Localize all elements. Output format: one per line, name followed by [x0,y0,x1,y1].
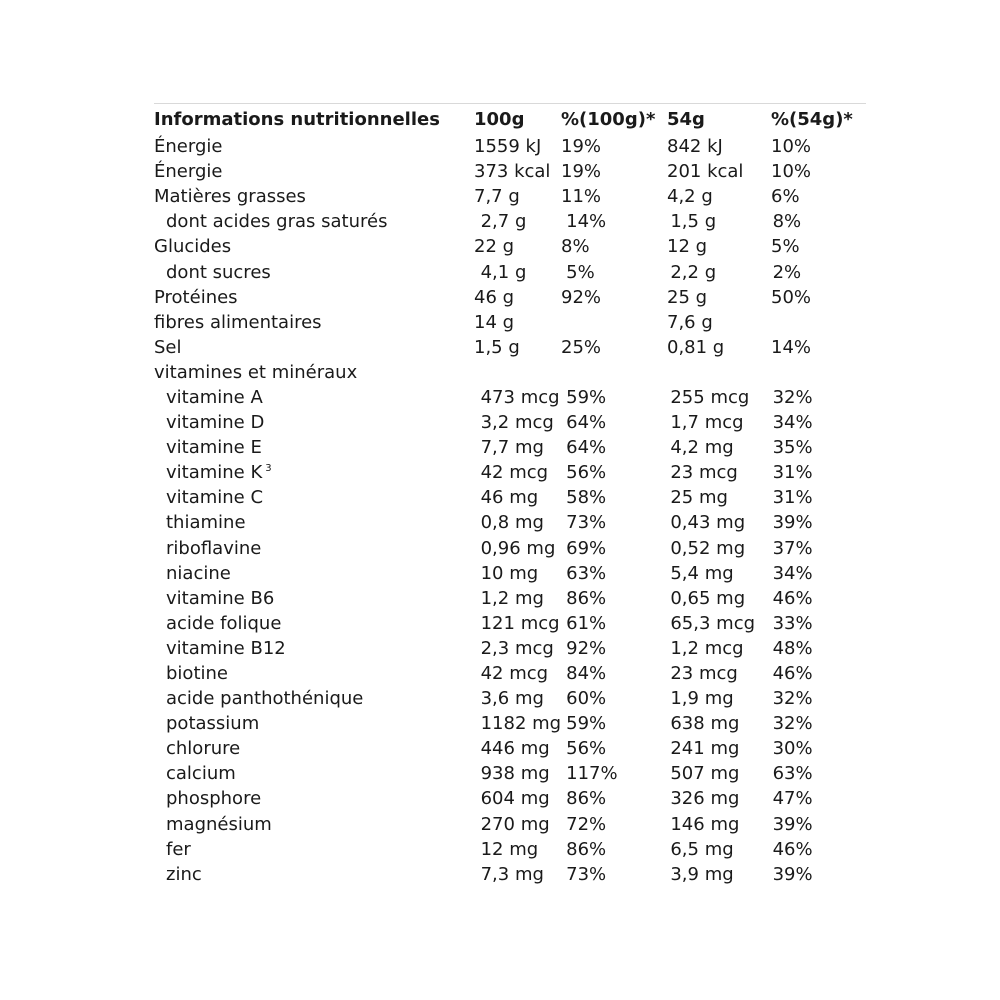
value-per-100g: 7,7 mg [480,437,544,459]
pct-per-100g: 59% [566,713,607,735]
value-per-100g: 7,3 mg [480,863,544,885]
pct-per-100g: 117% [566,763,618,785]
table-body [154,134,866,887]
nutrient-label: dont acides gras saturés [166,211,388,233]
table-row [154,159,866,184]
nutrient-label: biotine [166,663,228,685]
pct-per-100g: 92% [566,637,607,659]
pct-per-54g: 47% [772,788,813,810]
nutrient-label: vitamine E [166,437,262,459]
pct-per-54g: 39% [772,813,813,835]
nutrient-label: acide folique [166,612,282,634]
value-per-100g: 270 mg [480,813,550,835]
pct-per-54g: 46% [772,663,813,685]
nutrient-name [154,462,481,483]
nutrient-label: vitamine D [166,412,265,434]
value-per-100g: 1,5 g [474,336,520,358]
value-per-100g: 473 mcg [480,386,560,408]
value-per-100g: 12 mg [480,838,539,860]
value-per-54g: 0,81 g [667,336,725,358]
value-per-54g: 507 mg [670,763,740,785]
table-row [154,636,866,661]
pct-per-54g: 14% [771,336,812,358]
pct-per-54g: 32% [772,713,813,735]
table-row [154,686,866,711]
value-per-100g: 0,8 mg [480,512,544,534]
header-pct-100g: %(100g)* [561,108,656,130]
value-per-54g: 0,43 mg [670,512,746,534]
pct-per-54g: 35% [772,437,813,459]
pct-per-100g: 25% [561,336,602,358]
table-row [154,410,866,435]
nutrient-name [154,287,474,308]
table-row [154,209,866,234]
pct-per-100g: 86% [566,587,607,609]
nutrient-label: Matières grasses [154,186,306,208]
nutrient-name [154,437,481,458]
nutrient-name [154,788,481,809]
nutrient-label: phosphore [166,788,262,810]
pct-per-54g: 10% [771,161,812,183]
nutrient-label: thiamine [166,512,246,534]
table-row [154,837,866,862]
pct-per-54g: 34% [772,562,813,584]
pct-per-100g: 69% [566,537,607,559]
table-row [154,360,866,385]
nutrient-label: chlorure [166,738,241,760]
table-row [154,259,866,284]
pct-per-100g: 84% [566,663,607,685]
table-row [154,586,866,611]
header-per-54g: 54g [667,108,705,130]
value-per-54g: 4,2 g [667,186,713,208]
value-per-54g: 1,2 mcg [670,637,744,659]
value-per-54g: 255 mcg [670,386,750,408]
value-per-54g: 65,3 mcg [670,612,756,634]
pct-per-100g: 58% [566,487,607,509]
nutrient-name [154,588,481,609]
value-per-100g: 4,1 g [480,261,527,283]
value-per-100g: 22 g [474,236,515,258]
pct-per-54g: 8% [772,211,802,233]
value-per-54g: 201 kcal [667,161,744,183]
pct-per-100g: 8% [561,236,590,258]
table-row [154,184,866,209]
table-row [154,536,866,561]
nutrient-label: potassium [166,713,260,735]
table-row [154,310,866,335]
nutrient-label: fer [166,838,191,860]
nutrient-name [154,186,474,207]
nutrient-label: fibres alimentaires [154,311,322,333]
pct-per-54g: 50% [771,286,812,308]
pct-per-54g: 48% [772,637,813,659]
header-pct-54g: %(54g)* [771,108,853,130]
table-row [154,761,866,786]
nutrient-label: zinc [166,863,202,885]
nutrient-name [154,211,481,232]
nutrient-label: calcium [166,763,236,785]
nutrient-name [154,236,474,257]
value-per-100g: 938 mg [480,763,550,785]
nutrient-name [154,136,474,157]
header-nutrient: Informations nutritionnelles [154,108,440,130]
pct-per-54g: 46% [772,587,813,609]
table-row [154,812,866,837]
nutrient-name [154,839,481,860]
nutrient-name [154,688,481,709]
nutrient-label: vitamine K [166,462,263,484]
value-per-100g: 10 mg [480,562,539,584]
pct-per-54g: 2% [772,261,802,283]
table-row [154,435,866,460]
pct-per-100g: 63% [566,562,607,584]
table-row [154,561,866,586]
nutrient-label: riboflavine [166,537,262,559]
nutrient-label: niacine [166,562,231,584]
value-per-54g: 6,5 mg [670,838,734,860]
pct-per-54g: 30% [772,738,813,760]
pct-per-54g: 31% [772,487,813,509]
pct-per-54g: 31% [772,462,813,484]
value-per-100g: 46 g [474,286,515,308]
table-header-row [154,104,866,134]
pct-per-100g: 56% [566,738,607,760]
value-per-100g: 3,6 mg [480,688,544,710]
table-row [154,711,866,736]
table-row [154,335,866,360]
nutrient-label: Énergie [154,161,223,183]
value-per-54g: 23 mcg [670,663,738,685]
value-per-54g: 5,4 mg [670,562,734,584]
table-row [154,786,866,811]
table-row [154,285,866,310]
nutrient-label: acide panthothénique [166,688,364,710]
nutrient-name [154,362,474,383]
value-per-54g: 1,7 mcg [670,412,744,434]
table-row [154,611,866,636]
pct-per-100g: 56% [566,462,607,484]
table-row [154,134,866,159]
value-per-100g: 2,7 g [480,211,527,233]
nutrient-label: vitamine B6 [166,587,275,609]
pct-per-100g: 61% [566,612,607,634]
table-row [154,485,866,510]
nutrient-label: vitamine A [166,386,263,408]
value-per-100g: 1,2 mg [480,587,544,609]
nutrient-name [154,262,481,283]
nutrient-label: dont sucres [166,261,271,283]
table-row [154,234,866,259]
nutrient-name [154,763,481,784]
nutrient-name [154,538,481,559]
value-per-54g: 326 mg [670,788,740,810]
footnote-marker: 3 [265,463,272,475]
value-per-100g: 1559 kJ [474,136,542,158]
nutrient-label: Sel [154,336,182,358]
nutrient-label: Protéines [154,286,238,308]
nutrient-name [154,487,481,508]
nutrient-label: Énergie [154,136,223,158]
pct-per-100g: 14% [566,211,607,233]
nutrient-name [154,638,481,659]
nutrient-name [154,814,481,835]
value-per-100g: 42 mcg [480,462,549,484]
nutrient-name [154,713,481,734]
value-per-100g: 446 mg [480,738,550,760]
pct-per-100g: 19% [561,136,602,158]
nutrient-name [154,663,481,684]
value-per-54g: 2,2 g [670,261,717,283]
pct-per-100g: 60% [566,688,607,710]
pct-per-100g: 73% [566,512,607,534]
value-per-54g: 25 mg [670,487,728,509]
pct-per-54g: 10% [771,136,812,158]
value-per-100g: 0,96 mg [480,537,556,559]
value-per-54g: 146 mg [670,813,740,835]
nutrient-label: vitamines et minéraux [154,361,358,383]
pct-per-54g: 39% [772,512,813,534]
value-per-100g: 3,2 mcg [480,412,554,434]
nutrient-name [154,864,481,885]
pct-per-100g: 64% [566,437,607,459]
nutrient-name [154,161,474,182]
header-per-100g: 100g [474,108,525,130]
pct-per-100g: 59% [566,386,607,408]
table-row [154,736,866,761]
nutrient-name [154,512,481,533]
value-per-54g: 12 g [667,236,708,258]
value-per-100g: 42 mcg [480,663,549,685]
table-row [154,510,866,535]
value-per-54g: 3,9 mg [670,863,734,885]
value-per-100g: 121 mcg [480,612,560,634]
pct-per-54g: 6% [771,186,800,208]
pct-per-100g: 72% [566,813,607,835]
value-per-54g: 23 mcg [670,462,738,484]
pct-per-100g: 73% [566,863,607,885]
pct-per-54g: 46% [772,838,813,860]
nutrient-label: Glucides [154,236,232,258]
value-per-54g: 0,52 mg [670,537,746,559]
value-per-54g: 1,9 mg [670,688,734,710]
pct-per-54g: 32% [772,688,813,710]
value-per-100g: 14 g [474,311,515,333]
nutrient-label: vitamine B12 [166,637,286,659]
pct-per-100g: 86% [566,788,607,810]
pct-per-100g: 5% [566,261,595,283]
value-per-54g: 241 mg [670,738,740,760]
value-per-100g: 2,3 mcg [480,637,554,659]
value-per-100g: 46 mg [480,487,539,509]
value-per-54g: 1,5 g [670,211,717,233]
table-row [154,862,866,887]
value-per-100g: 604 mg [480,788,550,810]
pct-per-100g: 11% [561,186,602,208]
pct-per-54g: 32% [772,386,813,408]
nutrient-label: vitamine C [166,487,264,509]
nutrient-name [154,738,481,759]
nutrient-name [154,613,481,634]
nutrient-label: magnésium [166,813,272,835]
value-per-54g: 25 g [667,286,708,308]
nutrient-name [154,563,481,584]
table-row [154,460,866,485]
pct-per-54g: 34% [772,412,813,434]
pct-per-54g: 5% [771,236,800,258]
pct-per-54g: 63% [772,763,813,785]
nutrient-name [154,412,481,433]
pct-per-54g: 37% [772,537,813,559]
pct-per-100g: 64% [566,412,607,434]
nutrient-name [154,312,474,333]
nutrition-table [154,103,866,887]
value-per-54g: 638 mg [670,713,740,735]
value-per-54g: 7,6 g [667,311,713,333]
value-per-54g: 0,65 mg [670,587,746,609]
value-per-100g: 1182 mg [480,713,562,735]
nutrient-name [154,387,481,408]
table-row [154,385,866,410]
value-per-54g: 4,2 mg [670,437,734,459]
value-per-54g: 842 kJ [667,136,723,158]
pct-per-100g: 92% [561,286,602,308]
pct-per-100g: 86% [566,838,607,860]
pct-per-100g: 19% [561,161,602,183]
pct-per-54g: 39% [772,863,813,885]
table-row [154,661,866,686]
pct-per-54g: 33% [772,612,813,634]
value-per-100g: 373 kcal [474,161,551,183]
value-per-100g: 7,7 g [474,186,520,208]
nutrient-name [154,337,474,358]
